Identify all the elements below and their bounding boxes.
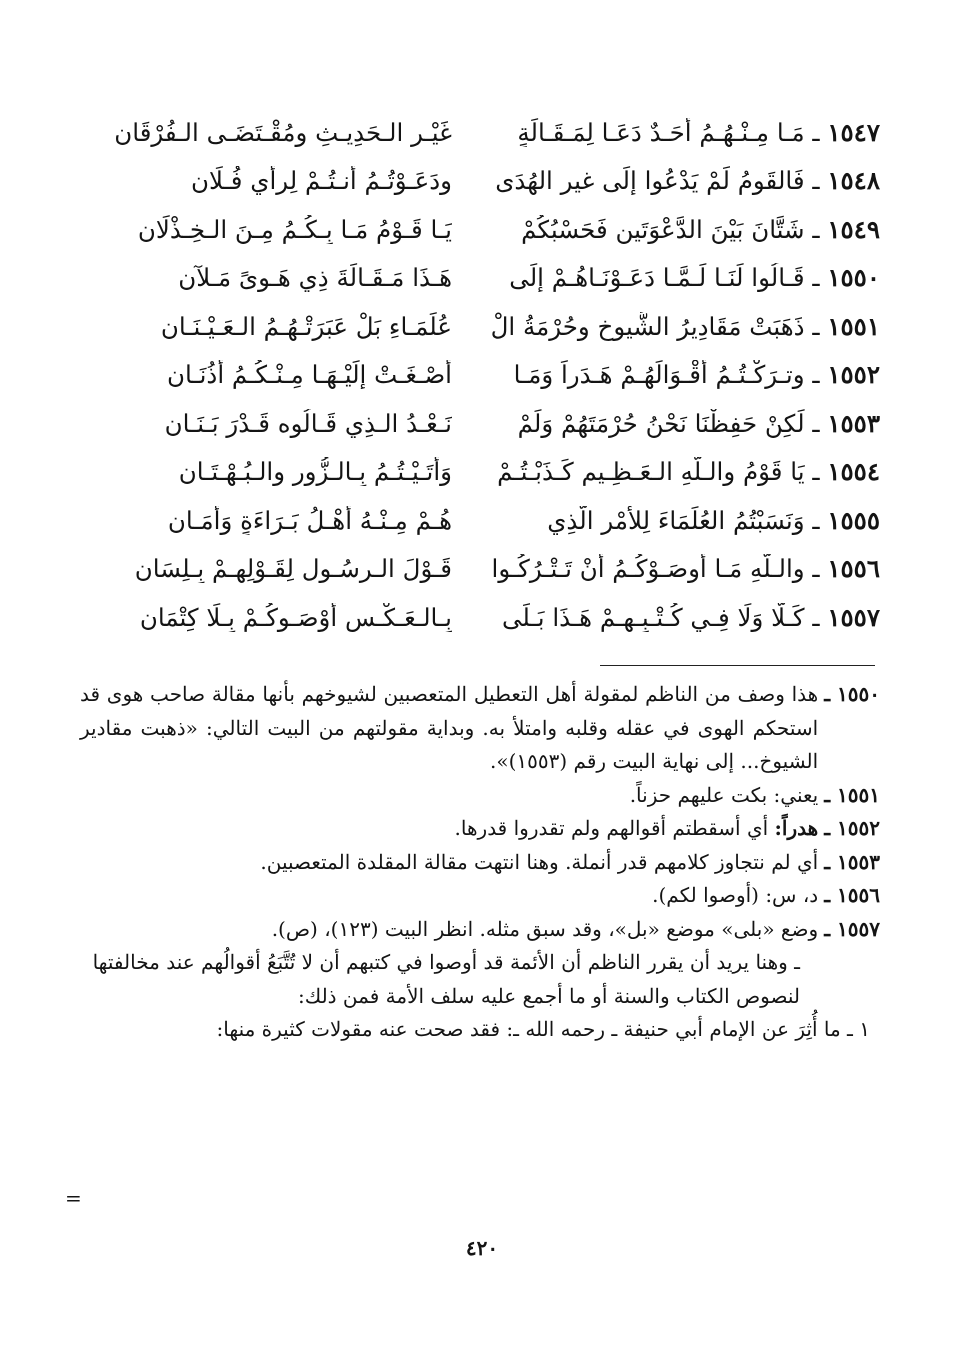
footnote-item: ١ ـ ما أُثِرَ عن الإمام أبي حنيفة ـ رحمه الله ـ: فقد صحت عنه مقولات كثيرة منها: [216,1017,870,1041]
verse-second-half: بِـالـعَـكْـسِ أَوْصَـوكُـمْ بِـلَا كِتْمَانِ [139,602,452,632]
verse-dash: ـ [804,214,828,244]
verse-row [80,205,880,254]
verse-second-half: غَيْـرِ الـحَدِيـثِ ومُقْـتَضَـى الـفُرْقَانِ [114,117,452,147]
verse-second-half: نَـعْـدُ الـذِي قَـالُوه قَـدْرَ بَـنَـانِ [164,408,452,438]
verse-second-half: أَصْـغَـتْ إِلَيْـهَـا مِـنْـكُـمُ أُذُنَـانِ [166,360,452,390]
footnote-1553 [80,846,880,880]
footnote-separator [600,665,875,666]
verse-sadr-text: شَتَّانَ بَيْنَ الدَّعْوَتَينِ فَحَسْبُكُمْ [521,214,805,244]
footnote-continuation: ـ وهنا يريد أن يقرر الناظم أن الأئمة قد أوصوا في كتبهم أن لا تُتَّبَعُ أقوالُهم عند مخالفتها لنصوص الكتاب والسنة أو ما أجمع عليه سلف الأمة فمن ذلك: [92,950,800,1008]
footnote-text: هذا وصف من الناظم لمقولة أهل التعطيل المتعصبين لشيوخهم بأنها مقالة صاحب هوى قد استحكم الهوى في عقله وقلبه وامتلأ به. وبداية مقولتهم من البيت التالي: «ذهبت مقادير الشيوخ... إلى نهاية البيت رقم (١٥٥٣)». [80,682,819,773]
verse-second-half: عُلَمَـاءِ بَلْ عَبَرَتْـهُـمُ الـعَـيْـنَـانِ [160,311,452,341]
poem-verses [80,108,880,642]
verse-row [80,302,880,351]
footnote-text: د، س: (أوصوا لكم). [652,883,819,907]
footnote-number: ١٥٥٣ ـ [824,849,880,874]
verse-second-half: يَـا قَـوْمُ مَـا بِـكُـمُ مِـنَ الـخِـذْلَانِ [137,214,452,244]
verse-number: ١٥٥٥ [827,505,880,535]
verse-second-half: قَـوْلَ الـرسُـولِ لِقَـوْلِهِـمْ بِـلِسَانِ [134,554,452,584]
verse-first-half [490,554,880,583]
footnote-number: ١٥٥١ ـ [824,782,880,807]
verse-row [80,351,880,400]
verse-sadr-text: فَالقَومُ لَمْ يَدْعُوا إِلَى غيرِ الهُدَى [495,166,805,196]
verse-first-half [490,457,880,486]
verse-number: ١٥٤٧ [827,117,880,147]
footnote-1550 [80,678,880,779]
verse-sadr-text: مَـا مِـنْـهُـمُ أَحَـدٌ دَعَـا لِمَـقَـالَةٍ [517,117,805,147]
verse-number: ١٥٥٠ [827,263,880,293]
verse-dash: ـ [804,602,828,632]
verse-first-half [490,603,880,632]
verse-second-half: هُـمْ مِـنْـهُ أَهْـلُ بَـرَاءَةٍ وَأَمَـانِ [167,505,452,535]
verse-row [80,108,880,157]
verse-number: ١٥٥٤ [827,457,880,487]
verse-number: ١٥٥١ [827,311,880,341]
verse-row [80,545,880,594]
verse-second-half: هَـذَا مَـقَـالَةَ ذِي هَـوىً مَـلآنِ [178,263,452,293]
verse-first-half [490,360,880,389]
verse-number: ١٥٥٦ [827,554,880,584]
verse-number: ١٥٥٣ [827,408,880,438]
footnote-number: ١٥٥٧ ـ [824,916,880,941]
footnote-1556 [80,879,880,913]
verse-first-half [490,118,880,147]
verse-row [80,593,880,642]
verse-sadr-text: والـلَّهِ مَـا أَوصَـوْكُـمُ أَنْ تَـتْـرُكُـوا [491,554,805,584]
footnote-text: وضع «بلى» موضع «بل»، وقد سبق مثله. انظر البيت (١٢٣)، (ص). [271,916,819,941]
verse-dash: ـ [804,117,828,147]
verse-first-half [490,166,880,195]
verse-dash: ـ [804,263,828,293]
verse-number: ١٥٤٩ [827,214,880,244]
verse-dash: ـ [804,457,828,487]
footnote-text: أي أسقطتم أقوالهم ولم تقدروا قدرها. [454,816,769,840]
footnote-label: هدراً: [774,816,819,840]
verse-number: ١٥٤٨ [827,166,880,196]
verse-first-half [490,312,880,341]
page-number: ٤٢٠ [465,1236,499,1260]
verse-dash: ـ [804,311,828,341]
footnotes [80,678,880,1047]
footnote-1551 [80,779,880,813]
footnote-number: ١٥٥٦ ـ [824,883,880,907]
verse-first-half [490,263,880,292]
verse-row [80,157,880,206]
verse-sadr-text: ذَهَبَتْ مَقَادِيرُ الشُّيوخِ وحُرْمَةُ الْ [490,311,805,341]
footnote-number: ١٥٥٢ ـ [824,816,880,840]
verse-dash: ـ [804,408,828,438]
verse-second-half: وَأَتَـيْـتُـمُ بِـالـزُّورِ والـبُـهْـتَـانِ [178,457,452,487]
verse-dash: ـ [804,360,828,390]
verse-sadr-text: يَا قَوْمُ والـلَّهِ الـعَـظِـيمِ كَـذَبْـتُـمْ [497,457,805,487]
verse-first-half [490,506,880,535]
verse-sadr-text: كَـلَّا وَلَا فِـي كُـتْـبِـهِـمْ هَـذَا بَـلَى [502,602,805,632]
verse-dash: ـ [804,166,828,196]
verse-dash: ـ [804,554,828,584]
footnote-1552 [80,812,880,846]
footnote-number: ١٥٥٠ ـ [824,682,880,706]
verse-row [80,399,880,448]
verse-row [80,254,880,303]
footnote-text: يعني: بكت عليهم حزناً. [629,782,819,807]
verse-second-half: ودَعَـوْتُـمُ أَنـتُـمْ لِرأيِ فُـلَانِ [190,166,452,196]
verse-first-half [490,215,880,244]
verse-sadr-text: وَنَسَبْتُمُ العُلَمَاءَ لِلأَمْرِ الَّذِي [547,505,805,535]
verse-number: ١٥٥٢ [827,360,880,390]
footnote-body [80,812,818,846]
verse-number: ١٥٥٧ [827,602,880,632]
verse-dash: ـ [804,505,828,535]
verse-row [80,496,880,545]
continuation-mark: = [65,1186,82,1210]
verse-sadr-text: وتـرَكْـتُـمُ أقْـوَالَهُـمْ هَـدَراً وَمَـا [513,360,805,390]
verse-sadr-text: لَكِنْ حَفِظْنَا نَحْنُ حُرْمَتَهُمْ وَلَمْ [517,408,805,438]
verse-first-half [490,409,880,438]
verse-sadr-text: قَـالُوا لَنَـا لَـمَّـا دَعَـوْنَـاهُـمْ إِلَى [509,263,805,293]
footnote-text: أي لم نتجاوز كلامهم قدر أنملة. وهنا انتهت مقالة المقلدة المتعصبين. [260,849,819,874]
footnote-1557 [80,913,880,947]
verse-row [80,448,880,497]
